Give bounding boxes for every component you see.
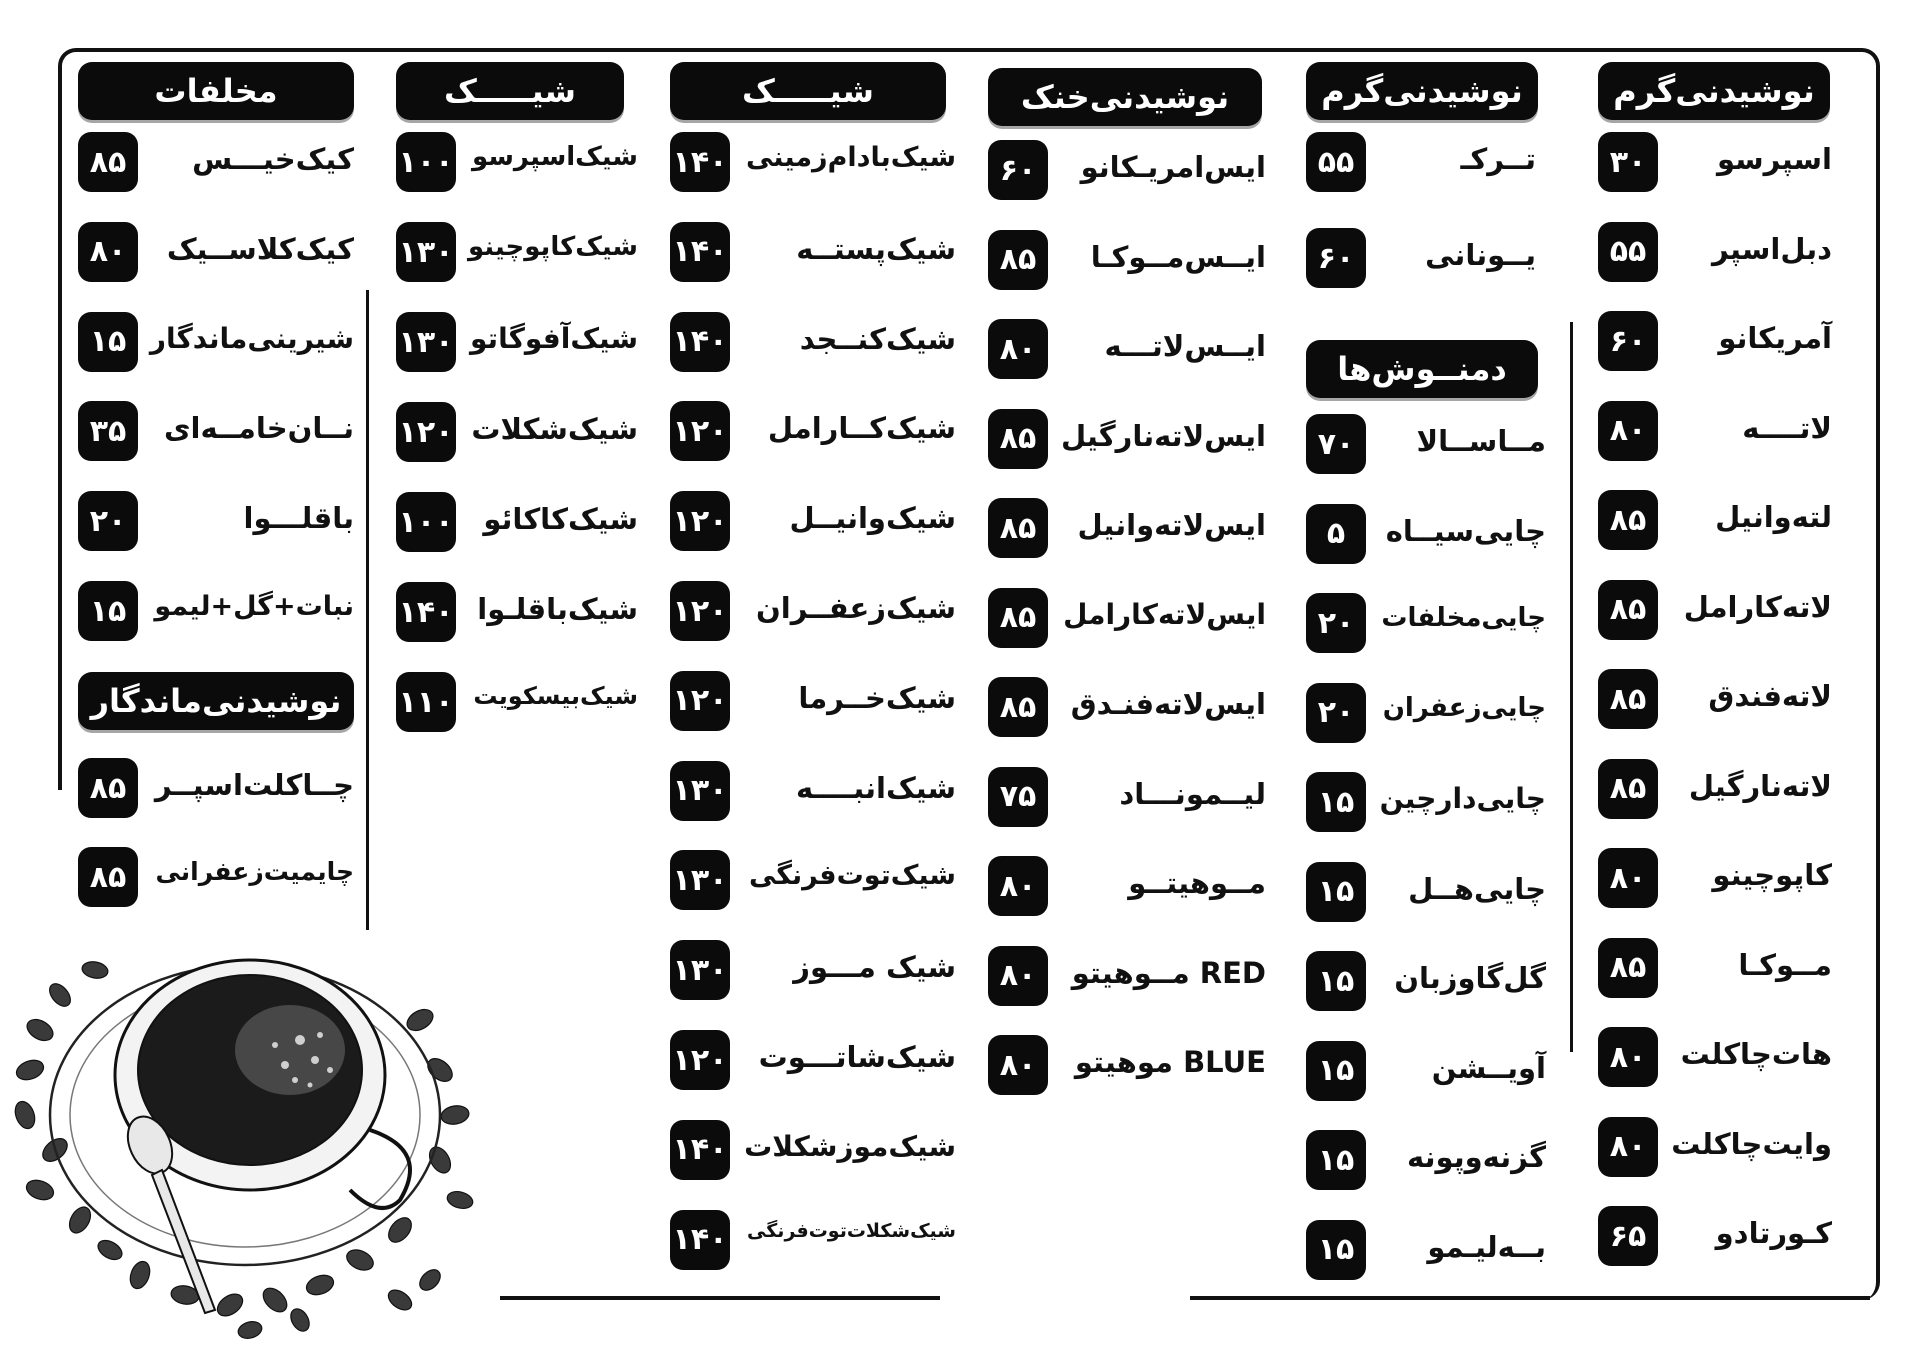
- price-badge: ۱۳۰: [396, 222, 456, 282]
- price-badge: ۸۵: [988, 588, 1048, 648]
- menu-item-name: شیک‌بیسکویت: [473, 682, 638, 710]
- price-badge: ۱۴۰: [670, 312, 730, 372]
- menu-item-name: چایی‌سیــاه: [1385, 513, 1546, 548]
- menu-item-name: شیک‌شکلات‌توت‌فرنگی: [747, 1219, 956, 1242]
- price-badge: ۱۲۰: [670, 401, 730, 461]
- price-badge: ۱۴۰: [396, 582, 456, 642]
- price-badge: ۱۴۰: [670, 132, 730, 192]
- price-badge: ۸۰: [1598, 1117, 1658, 1177]
- menu-item-name: لاته‌فندق: [1708, 679, 1832, 713]
- menu-item-name: شیک‌زعفــران: [756, 591, 956, 625]
- price-badge: ۲۰: [1306, 683, 1366, 743]
- price-badge: ۲۰: [78, 491, 138, 551]
- price-badge: ۸۰: [78, 222, 138, 282]
- menu-item-name: لته‌وانیل: [1715, 500, 1832, 534]
- price-badge: ۶۰: [1306, 228, 1366, 288]
- menu-item-name: BLUE موهیتو: [1074, 1045, 1266, 1079]
- price-badge: ۱۲۰: [396, 402, 456, 462]
- price-badge: ۱۵: [1306, 1220, 1366, 1280]
- menu-item-name: دبل‌اسپر: [1712, 231, 1832, 266]
- menu-item-name: آمریکانو: [1718, 321, 1832, 355]
- price-badge: ۱۳۰: [670, 850, 730, 910]
- menu-item-name: ایــس‌لاتـــه: [1104, 329, 1266, 363]
- menu-item-name: گزنه‌وپونه: [1407, 1140, 1546, 1174]
- menu-item-name: ایــس‌مــوکـا: [1090, 239, 1266, 274]
- menu-item-name: چایی‌زعفران: [1382, 692, 1546, 723]
- price-badge: ۱۵: [78, 312, 138, 372]
- menu-item-name: باقلـــوا: [243, 501, 354, 536]
- menu-item-name: اسپرسو: [1716, 142, 1832, 176]
- menu-item-name: ایس‌امریـکانو: [1080, 150, 1266, 184]
- price-badge: ۱۳۰: [396, 312, 456, 372]
- menu-item-name: شیک‌موزشکلات: [744, 1129, 956, 1163]
- menu-item-name: لاته‌کارامل: [1683, 589, 1832, 624]
- menu-item-name: مــوکـا: [1738, 947, 1832, 982]
- menu-item-name: شیک‌انبــــه: [796, 770, 956, 805]
- price-badge: ۸۵: [1598, 490, 1658, 550]
- menu-item-name: چایی‌هــل: [1408, 871, 1546, 906]
- menu-item-name: شیک‌باقلـوا: [477, 592, 638, 626]
- bottom-rule-left: [500, 1296, 940, 1300]
- menu-item-name: شیک‌شکلات: [471, 412, 638, 446]
- section-title-shake-1: شیـــــک: [670, 62, 946, 120]
- price-badge: ۸۵: [78, 847, 138, 907]
- price-badge: ۸۵: [988, 230, 1048, 290]
- price-badge: ۸۵: [1598, 938, 1658, 998]
- menu-item-name: یــونانی: [1425, 238, 1536, 272]
- menu-item-name: چایی‌دارچین: [1379, 782, 1546, 815]
- menu-item-name: کیک‌خیـــس: [192, 142, 354, 176]
- price-badge: ۸۰: [1598, 848, 1658, 908]
- price-badge: ۶۰: [1598, 311, 1658, 371]
- price-badge: ۶۵: [1598, 1206, 1658, 1266]
- menu-item-name: چــاکلت‌اسپــر: [154, 768, 354, 802]
- price-badge: ۱۲۰: [670, 491, 730, 551]
- menu-item-name: شیک‌اسپرسو: [472, 142, 638, 172]
- section-title-infusions: دمنــوش‌ها: [1306, 340, 1538, 398]
- section-title-hot-1: نوشیدنی‌گرم: [1598, 62, 1830, 120]
- price-badge: ۱۳۰: [670, 940, 730, 1000]
- price-badge: ۱۴۰: [670, 1120, 730, 1180]
- column-divider-left: [366, 290, 369, 930]
- price-badge: ۱۱۰: [396, 672, 456, 732]
- section-title-cold: نوشیدنی‌خنک: [988, 68, 1262, 126]
- menu-item-name: شیک‌بادام‌زمینی: [745, 142, 956, 173]
- price-badge: ۸۵: [1598, 669, 1658, 729]
- menu-item-name: شیک‌وانیــل: [789, 501, 956, 536]
- menu-item-name: بــه‌لیـمو: [1427, 1229, 1546, 1264]
- menu-item-name: کـورتادو: [1715, 1216, 1832, 1250]
- menu-item-name: RED مــوهیتو: [1071, 955, 1266, 990]
- price-badge: ۸۰: [1598, 401, 1658, 461]
- price-badge: ۱۵: [1306, 862, 1366, 922]
- menu-item-name: ایس‌لاته‌کارامل: [1063, 597, 1266, 631]
- menu-item-name: ایس‌لاته‌وانیل: [1077, 508, 1266, 542]
- menu-item-name: شیک‌پستــه: [796, 231, 956, 266]
- price-badge: ۸۵: [1598, 759, 1658, 819]
- price-badge: ۱۲۰: [670, 581, 730, 641]
- menu-item-name: هات‌چاکلت: [1680, 1037, 1832, 1071]
- menu-item-name: شیک مـــوز: [793, 950, 956, 985]
- price-badge: ۸۵: [988, 677, 1048, 737]
- price-badge: ۱۴۰: [670, 1210, 730, 1270]
- menu-item-name: شیک‌کاپوچینو: [467, 232, 638, 262]
- price-badge: ۱۳۰: [670, 761, 730, 821]
- menu-item-name: تــرکـ: [1460, 142, 1536, 176]
- menu-item-name: مــاســالا: [1416, 424, 1546, 458]
- menu-item-name: شیک‌کنــجد: [799, 321, 956, 356]
- price-badge: ۳۵: [78, 401, 138, 461]
- menu-item-name: وایت‌چاکلت: [1671, 1126, 1832, 1161]
- price-badge: ۸۰: [988, 319, 1048, 379]
- price-badge: ۸۰: [988, 946, 1048, 1006]
- price-badge: ۸۰: [988, 1035, 1048, 1095]
- menu-item-name: شیرینی‌ماندگار: [149, 321, 354, 355]
- price-badge: ۱۵: [1306, 1041, 1366, 1101]
- menu-item-name: شیک‌شاتـــوت: [758, 1040, 956, 1074]
- price-badge: ۸۰: [1598, 1027, 1658, 1087]
- price-badge: ۸۵: [78, 132, 138, 192]
- section-title-lasting: نوشیدنی‌ماندگار: [78, 672, 354, 730]
- menu-item-name: چایی‌مخلفات: [1381, 603, 1546, 633]
- price-badge: ۸۵: [78, 758, 138, 818]
- price-badge: ۶۰: [988, 140, 1048, 200]
- price-badge: ۵۵: [1306, 132, 1366, 192]
- price-badge: ۱۲۰: [670, 671, 730, 731]
- price-badge: ۱۲۰: [670, 1030, 730, 1090]
- menu-item-name: شیک‌خــرما: [798, 680, 956, 715]
- price-badge: ۱۵: [1306, 951, 1366, 1011]
- menu-item-name: شیک‌آفوگاتو: [470, 322, 638, 355]
- price-badge: ۲۰: [1306, 593, 1366, 653]
- price-badge: ۳۰: [1598, 132, 1658, 192]
- price-badge: ۸۵: [988, 409, 1048, 469]
- price-badge: ۸۵: [988, 498, 1048, 558]
- price-badge: ۸۰: [988, 856, 1048, 916]
- menu-item-name: شیک‌توت‌فرنگی: [748, 860, 956, 892]
- price-badge: ۱۵: [1306, 772, 1366, 832]
- coffee-cup-illustration: [0, 900, 500, 1358]
- menu-item-name: شیک‌کاکائو: [483, 502, 638, 536]
- section-title-hot-2: نوشیدنی‌گرم: [1306, 62, 1538, 120]
- price-badge: ۱۰۰: [396, 492, 456, 552]
- menu-item-name: آویــشن: [1431, 1050, 1546, 1085]
- menu-item-name: چایمیت‌زعفرانی: [155, 857, 354, 886]
- menu-item-name: ایس‌لاته‌نارگیل: [1061, 418, 1266, 453]
- section-title-shake-2: شیـــــک: [396, 62, 624, 120]
- section-title-extras: مخلفات: [78, 62, 354, 120]
- bottom-rule-right: [1190, 1296, 1870, 1300]
- menu-item-name: نبات+گل+لیمو: [154, 591, 354, 622]
- menu-item-name: نــان‌خامــه‌ای: [163, 411, 354, 446]
- price-badge: ۱۰۰: [396, 132, 456, 192]
- menu-item-name: ایس‌لاته‌فنـدق: [1070, 687, 1266, 721]
- menu-item-name: مــوهیتــو: [1128, 866, 1266, 900]
- menu-item-name: کاپوچینو: [1712, 858, 1832, 892]
- frame-gap-mid: [500, 1296, 1190, 1356]
- column-divider-right: [1570, 322, 1573, 1052]
- price-badge: ۷۰: [1306, 414, 1366, 474]
- menu-item-name: لاته‌نارگیل: [1688, 768, 1832, 803]
- price-badge: ۵۵: [1598, 222, 1658, 282]
- menu-item-name: گل‌گاوزبان: [1394, 961, 1546, 995]
- menu-item-name: لیــمونـــاد: [1119, 776, 1266, 811]
- price-badge: ۵: [1306, 504, 1366, 564]
- menu-item-name: کیک‌کلاســیک: [166, 231, 354, 266]
- price-badge: ۱۴۰: [670, 222, 730, 282]
- menu-item-name: شیک‌کــارامل: [767, 411, 956, 446]
- price-badge: ۷۵: [988, 767, 1048, 827]
- price-badge: ۱۵: [1306, 1130, 1366, 1190]
- price-badge: ۸۵: [1598, 580, 1658, 640]
- price-badge: ۱۵: [78, 581, 138, 641]
- menu-item-name: لاتــــه: [1742, 410, 1832, 445]
